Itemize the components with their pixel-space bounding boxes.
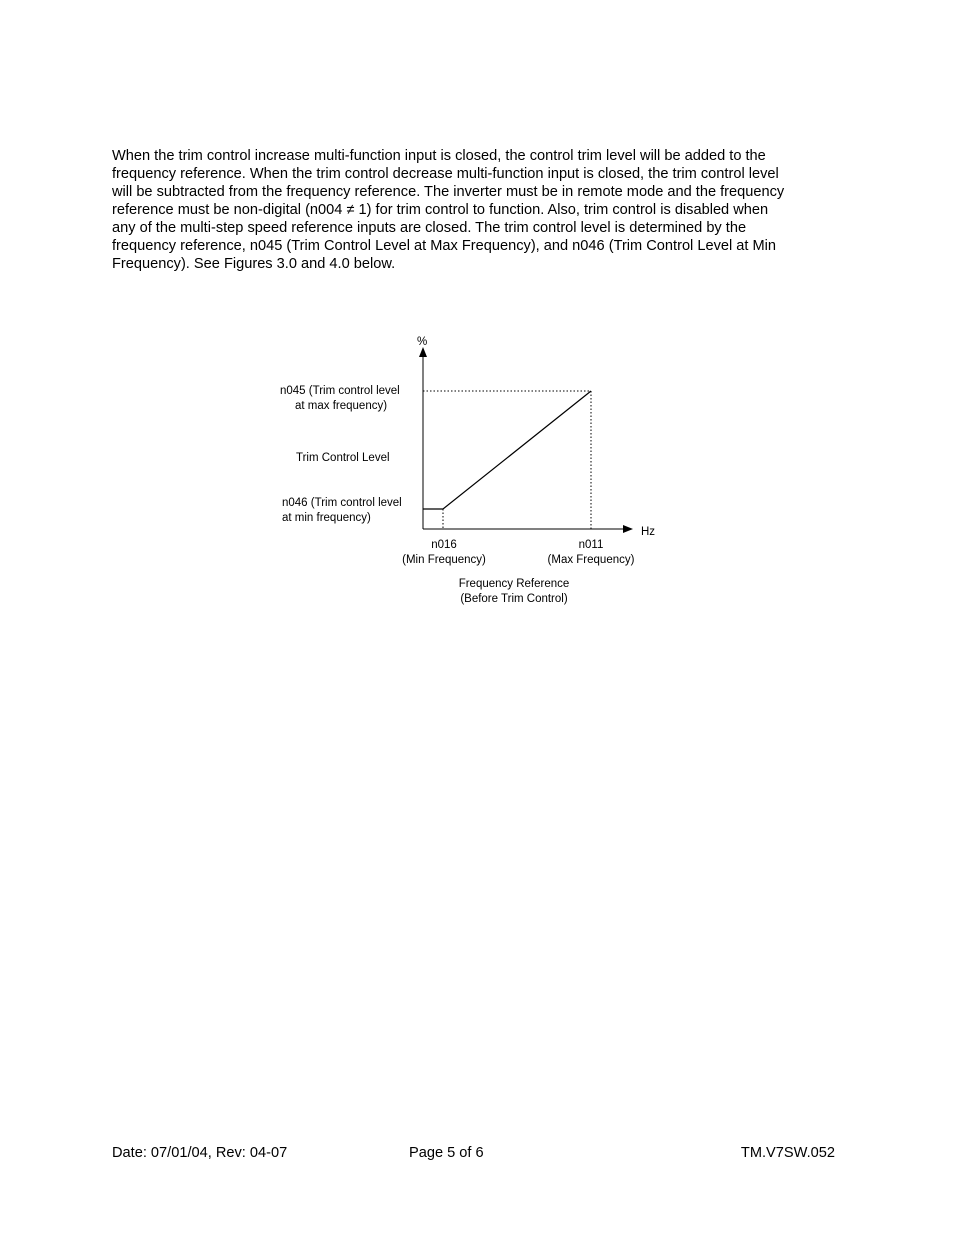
paragraph-line: reference must be non-digital (n004 ≠ 1) for trim control to function. Also, trim control is disabled when (112, 202, 769, 218)
n016-label-line1: n016 (431, 539, 457, 551)
x-unit-label: Hz (641, 526, 656, 538)
n011-label-line2: (Max Frequency) (547, 554, 635, 566)
y-axis-arrowhead (419, 347, 427, 357)
trim-level-curve (423, 391, 591, 509)
n016-label-line2: (Min Frequency) (402, 554, 486, 566)
n011-label-line1: n011 (578, 539, 604, 551)
y-axis-title: Trim Control Level (296, 452, 390, 464)
n046-label-line1: n046 (Trim control level (282, 497, 402, 509)
n045-label-line2: at max frequency) (295, 400, 388, 412)
paragraph-line: frequency reference. When the trim control decrease multi-function input is closed, the trim control level (112, 166, 779, 182)
x-axis-arrowhead (623, 525, 633, 533)
paragraph-line: Frequency). See Figures 3.0 and 4.0 below. (112, 256, 396, 272)
footer-page-number: Page 5 of 6 (409, 1145, 484, 1161)
n045-label-line1: n045 (Trim control level (280, 385, 400, 397)
y-unit-label: % (417, 336, 428, 348)
paragraph-line: will be subtracted from the frequency reference. The inverter must be in remote mode and the frequency (112, 184, 785, 200)
n046-label-line2: at min frequency) (282, 512, 371, 524)
x-axis-title-line2: (Before Trim Control) (460, 593, 568, 605)
x-axis-title-line1: Frequency Reference (458, 578, 570, 590)
paragraph-line: any of the multi-step speed reference inputs are closed. The trim control level is determined by the (112, 220, 747, 236)
footer-document-id: TM.V7SW.052 (740, 1145, 835, 1161)
paragraph-line: frequency reference, n045 (Trim Control Level at Max Frequency), and n046 (Trim Control Level at Min (112, 238, 777, 254)
paragraph-line: When the trim control increase multi-function input is closed, the control trim level will be added to the (112, 148, 766, 164)
footer-date-revision: Date: 07/01/04, Rev: 04-07 (112, 1145, 288, 1161)
